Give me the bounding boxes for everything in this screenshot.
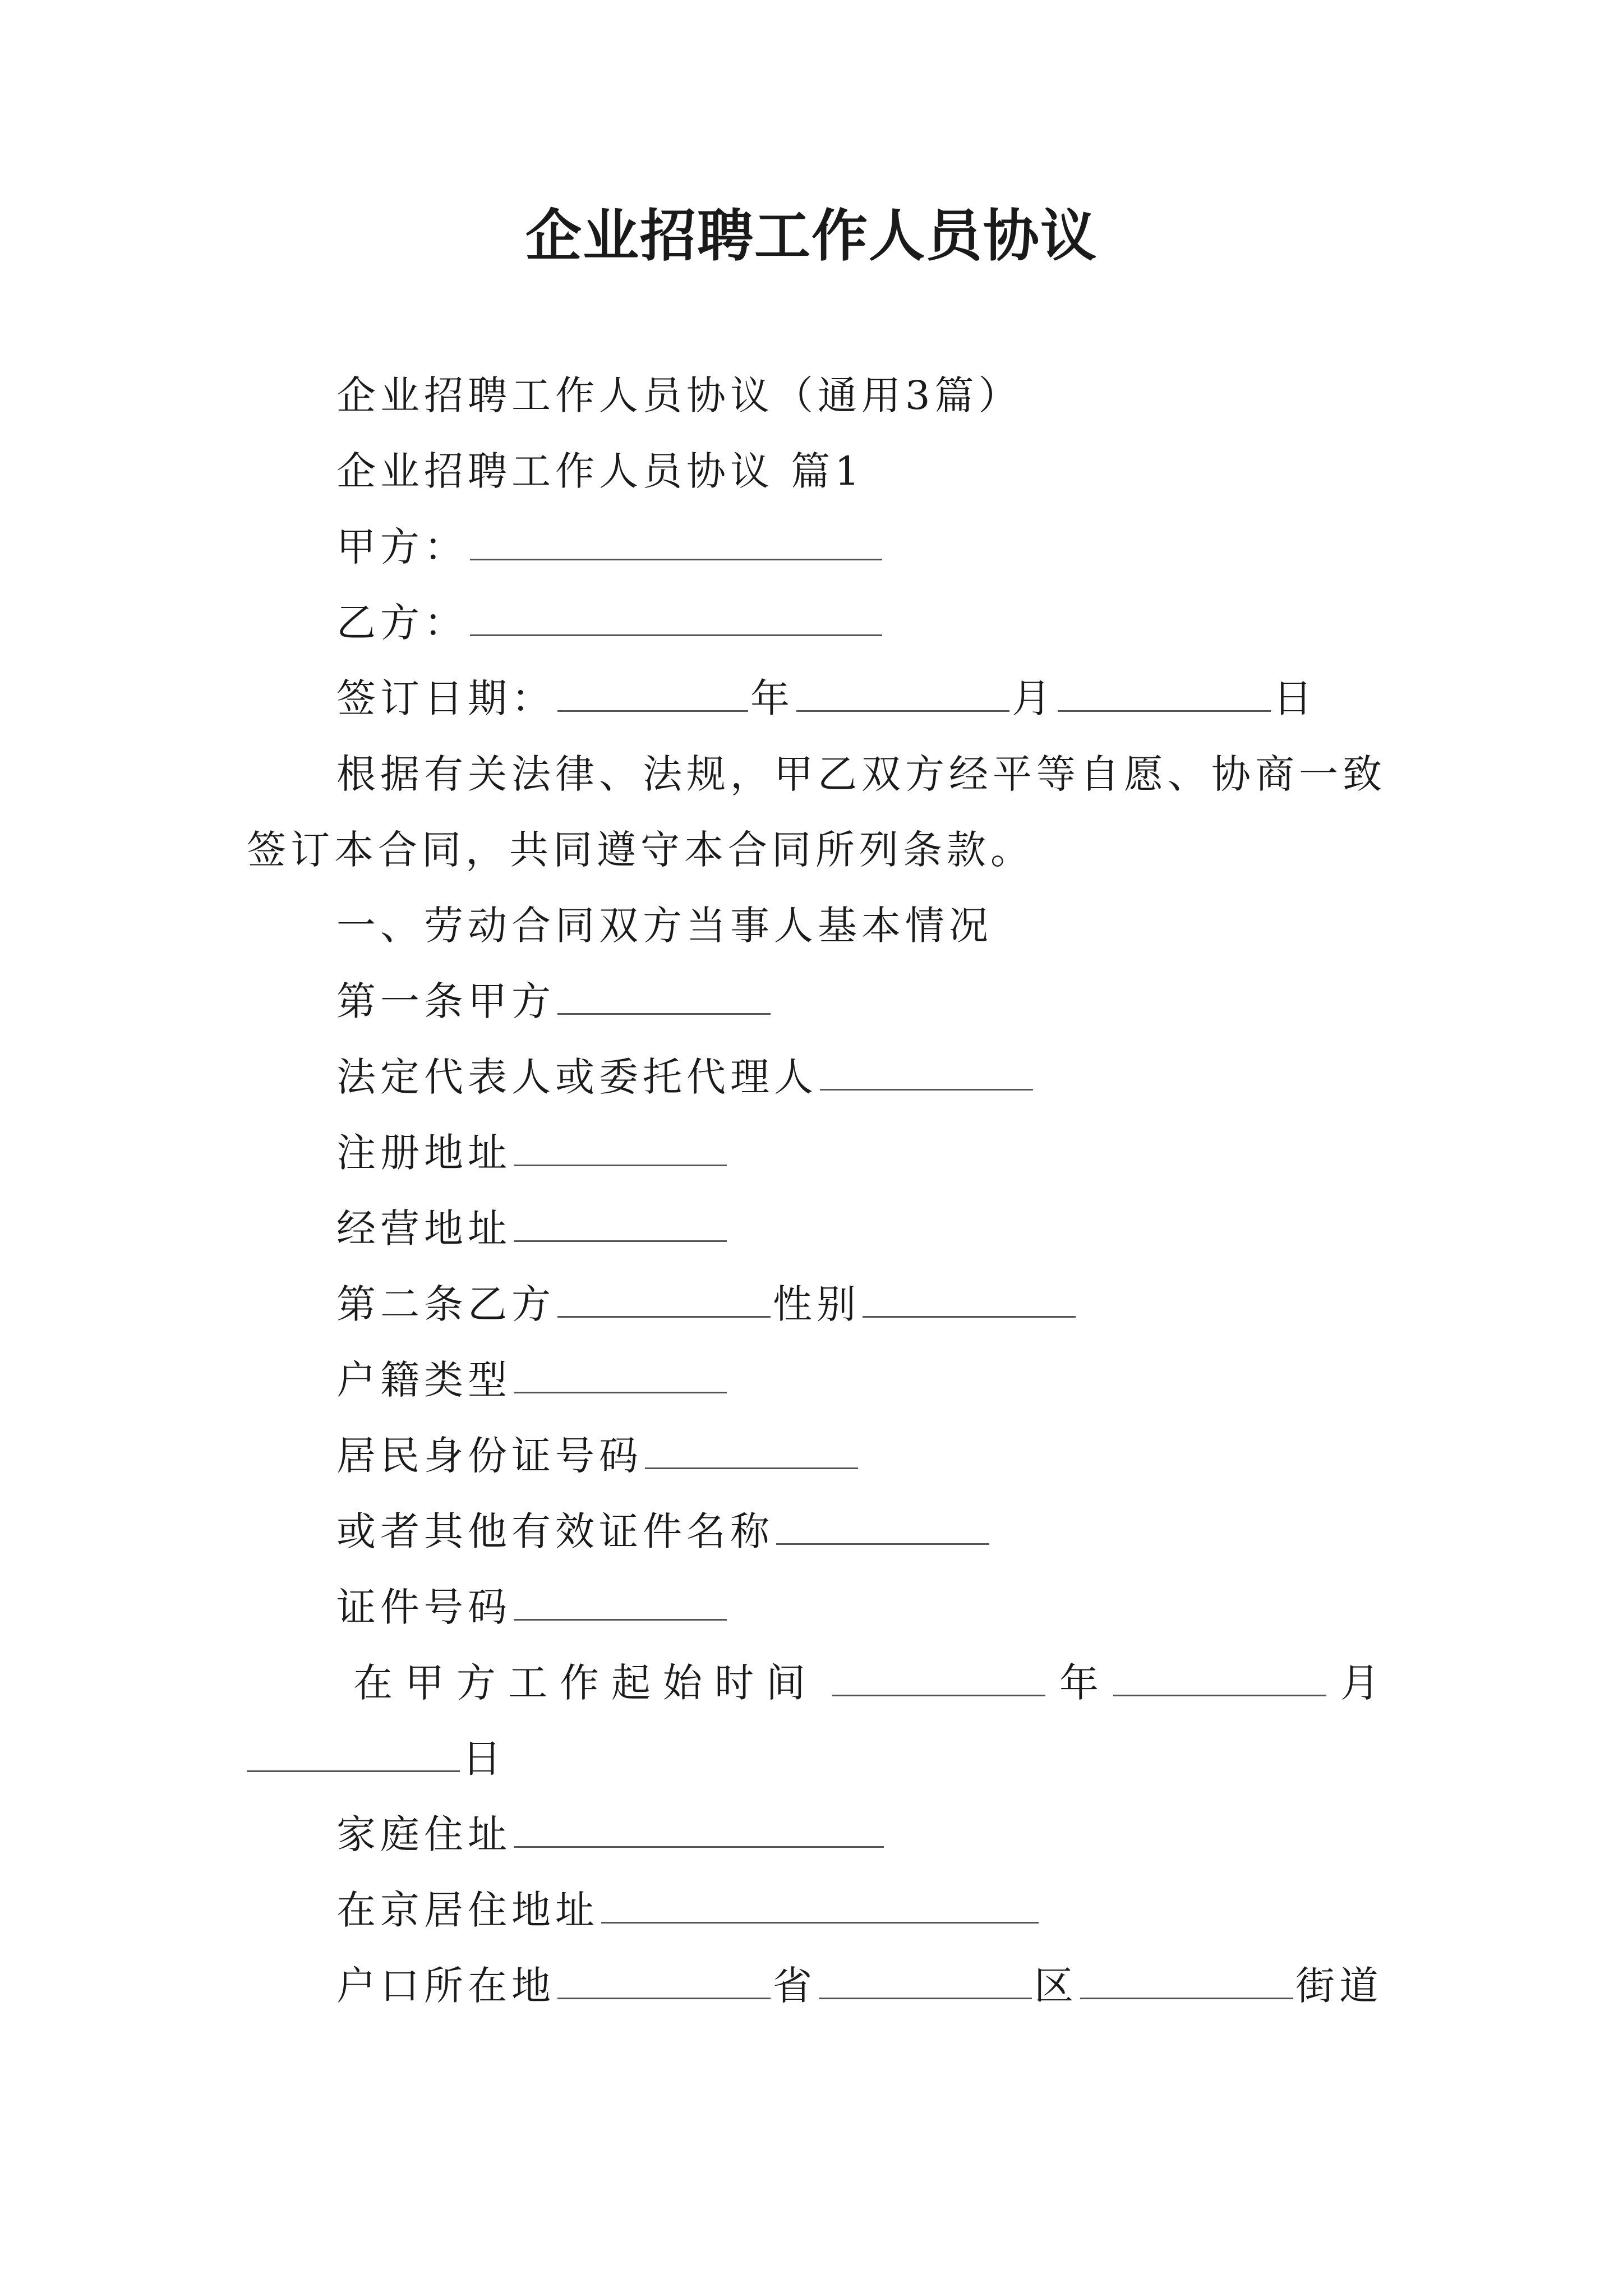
- cert-number-label: 证件号码: [336, 1584, 511, 1630]
- sign-month-blank: [796, 677, 1009, 712]
- art2-blank: [557, 1282, 771, 1318]
- hukou-location-label: 户口所在地: [336, 1963, 555, 2009]
- party-b-blank: [470, 601, 882, 636]
- party-a-blank: [470, 525, 882, 560]
- hukou-location-row: [336, 1961, 1383, 2011]
- other-id-label: 或者其他有效证件名称: [336, 1508, 774, 1554]
- beijing-address-label: 在京居住地址: [336, 1887, 599, 1933]
- legal-rep-row: [336, 1052, 1035, 1102]
- business-address-blank: [514, 1207, 727, 1242]
- home-address-row: [336, 1809, 886, 1860]
- district-label: 区: [1034, 1963, 1078, 2009]
- other-id-row: [336, 1506, 992, 1557]
- street-label: 街道: [1295, 1963, 1383, 2009]
- art1-label: 第一条甲方: [336, 978, 555, 1024]
- other-id-blank: [776, 1510, 989, 1545]
- legal-rep-blank: [820, 1055, 1033, 1091]
- party-a-row: [336, 522, 884, 572]
- art2-label: 第二条乙方: [336, 1281, 555, 1327]
- start-time-label: 在甲方工作起始时间: [353, 1660, 818, 1706]
- gender-label: 性别: [773, 1281, 860, 1327]
- party-b-label: 乙方：: [336, 600, 468, 646]
- hukou-type-blank: [514, 1358, 727, 1393]
- beijing-address-blank: [601, 1888, 1039, 1924]
- home-address-blank: [514, 1812, 884, 1848]
- province-blank: [557, 1964, 771, 1999]
- art1-row: [336, 976, 773, 1027]
- street-blank: [1080, 1964, 1293, 1999]
- start-day-row: [247, 1733, 506, 1784]
- intro-line-1: 根据有关法律、法规，甲乙双方经平等自愿、协商一致: [336, 751, 1386, 797]
- hukou-type-label: 户籍类型: [336, 1357, 511, 1403]
- party-b-row: [336, 597, 884, 648]
- registered-address-blank: [514, 1131, 727, 1166]
- art2-row: [336, 1279, 1078, 1329]
- sign-date-label: 签订日期：: [336, 675, 555, 721]
- section-heading: 企业招聘工作人员协议 篇1: [336, 448, 864, 494]
- start-month-blank: [1113, 1661, 1326, 1696]
- start-time-row: [336, 1658, 1380, 1708]
- legal-rep-label: 法定代表人或委托代理人: [336, 1054, 818, 1100]
- intro-line-2: 签订本合同，共同遵守本合同所列条款。: [247, 827, 1034, 873]
- year-label: 年: [750, 675, 794, 721]
- beijing-address-row: [336, 1885, 1041, 1935]
- sign-date-row: [336, 673, 1317, 724]
- registered-address-row: [336, 1128, 729, 1178]
- business-address-row: [336, 1203, 729, 1254]
- month-label: 月: [1012, 675, 1055, 721]
- hukou-type-row: [336, 1355, 729, 1405]
- id-number-row: [336, 1430, 860, 1481]
- cert-number-blank: [514, 1585, 727, 1621]
- document-title: 企业招聘工作人员协议: [525, 203, 1098, 269]
- art1-blank: [557, 979, 771, 1015]
- subtitle: 企业招聘工作人员协议（通用3篇）: [336, 372, 1022, 418]
- id-number-label: 居民身份证号码: [336, 1433, 643, 1479]
- start-year-label: 年: [1059, 1660, 1099, 1706]
- province-label: 省: [773, 1963, 817, 2009]
- home-address-label: 家庭住址: [336, 1811, 511, 1857]
- start-day-label: 日: [462, 1736, 506, 1782]
- sign-day-blank: [1058, 677, 1271, 712]
- start-year-blank: [832, 1661, 1045, 1696]
- day-label: 日: [1273, 675, 1317, 721]
- id-number-blank: [645, 1434, 858, 1469]
- district-blank: [819, 1964, 1032, 1999]
- gender-blank: [863, 1282, 1076, 1318]
- start-day-blank: [247, 1737, 460, 1772]
- cert-number-row: [336, 1582, 729, 1632]
- part1-heading: 一、劳动合同双方当事人基本情况: [336, 903, 993, 949]
- business-address-label: 经营地址: [336, 1205, 511, 1251]
- party-a-label: 甲方：: [336, 524, 468, 570]
- registered-address-label: 注册地址: [336, 1130, 511, 1176]
- start-month-label: 月: [1340, 1660, 1380, 1706]
- sign-year-blank: [557, 677, 748, 712]
